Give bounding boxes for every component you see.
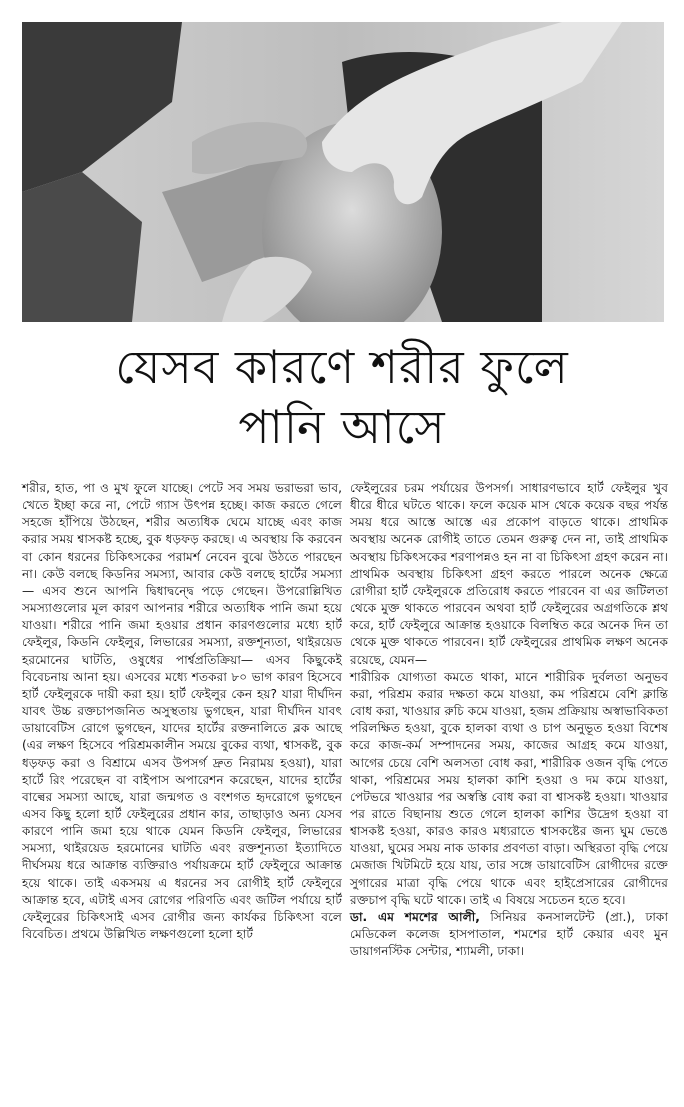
- author-byline: [350, 909, 668, 960]
- right-column: [350, 480, 668, 960]
- left-column-text: শরীর, হাত, পা ও মুখ ফুলে যাচ্ছে। পেটে সব সময় ভরাভরা ভাব, খেতে ইচ্ছা করে না, পেটে গ্যাস উৎপন্ন হচ্ছে। কাজ করতে গেলে সহজে হাঁপিয়ে উঠছেন, শরীর অত্যধিক ঘেমে যাচ্ছে এবং কাজ করার সময় শ্বাসকষ্ট হচ্ছে, বুক ধড়ফড় করছে। এ অবস্থায় কি করবেন বা কোন ধরনের চিকিৎসকের পরামর্শ নেবেন বুঝে উঠতে পারছেন না। কেউ বলছে কিডনির সমস্যা, আবার কেউ বলছে হার্টের সমস্যা— এসব শুনে আপনি দ্বিধাদ্বন্দ্বে পড়ে গেছেন। উপরোল্লিখিত সমস্যাগুলোর মূল কারণ আপনার শরীরে অত্যধিক পানি জমা হয়ে যাওয়া। শরীরে পানি জমা হওয়ার প্রধান কারণগুলোর মধ্যে হার্ট ফেইলুর, কিডনি ফেইলুর, লিভারের সমস্যা, রক্তশূন্যতা, থাইরয়েড হরমোনের ঘাটতি, ওষুধের পার্শ্বপ্রতিক্রিয়া— এসব কিছুকেই বিবেচনায় আনা হয়। এসবের মধ্যে শতকরা ৮০ ভাগ কারণ হিসেবে হার্ট ফেইলুরকে দায়ী করা হয়। হার্ট ফেইলুর কেন হয়? যারা দীর্ঘদিন যাবৎ উচ্চ রক্তচাপজনিত অসুস্থতায় ভুগছেন, যারা দীর্ঘদিন যাবৎ ডায়াবেটিস রোগে ভুগছেন, যাদের হার্টের রক্তনালিতে ব্লক আছে (এর লক্ষণ হিসেবে পরিশ্রমকালীন সময়ে বুকের ব্যথা, শ্বাসকষ্ট, বুক ধড়ফড় করা ও বিশ্রামে এসব উপসর্গ দ্রুত নিরাময় হওয়া), যারা হার্টে রিং পরেছেন বা বাইপাস অপারেশন করেছেন, যাদের হার্টের বাল্বের সমস্যা আছে, যারা জন্মগত ও বংশগত হৃদরোগে ভুগছেন এসব কিছু হলো হার্ট ফেইলুরের প্রধান কার, তাছাড়াও অন্য যেসব কারণে পানি জমা হয়ে থাকে যেমন কিডনি ফেইলুর, লিভারের সমস্যা, থাইরয়েড হরমোনের ঘাটতি এবং রক্তশূন্যতা ইত্যাদিতে দীর্ঘসময় ধরে আক্রান্ত ব্যক্তিরাও পর্যায়ক্রমে হার্ট ফেইলুরে আক্রান্ত হয়ে থাকে। তাই একসময় এ ধরনের সব রোগীই হার্ট ফেইলুরে আক্রান্ত হবে, এটাই এসব রোগের পরিণতি এবং জটিল পর্যায়ে হার্ট ফেইলুরের চিকিৎসাই এসব রোগীর জন্য কার্যকর চিকিৎসা বলে বিবেচিত। প্রথমে উল্লিখিত লক্ষণগুলো হলো হার্ট: [22, 481, 342, 942]
- headline-line-1: যেসব কারণে শরীর ফুলে: [115, 340, 569, 394]
- article-photo: [22, 22, 664, 322]
- right-column-paragraph-1: ফেইলুরের চরম পর্যায়ের উপসর্গ। সাধারণভাবে হার্ট ফেইলুর খুব ধীরে ধীরে ঘটতে থাকে। ফলে কয়েক মাস থেকে কয়েক বছর পর্যন্ত সময় ধরে আস্তে আস্তে এর প্রকোপ বাড়তে থাকে। প্রাথমিক অবস্থায় অনেক রোগীই তাতে তেমন গুরুত্ব দেন না, তাই প্রাথমিক অবস্থায় চিকিৎসকের শরণাপন্নও হন না বা চিকিৎসা গ্রহণ করেন না। প্রাথমিক অবস্থায় চিকিৎসা গ্রহণ করতে পারলে অনেক ক্ষেত্রে রোগীরা হার্ট ফেইলুরকে প্রতিরোধ করতে পারবেন বা এর জটিলতা থেকে মুক্ত থাকতে পারবেন অথবা হার্ট ফেইলুরের অগ্রগতিকে শ্লথ করে, হার্ট ফেইলুরে আক্রান্ত হওয়াকে বিলম্বিত করে অনেক দিন তা থেকে মুক্ত থাকতে পারবেন। হার্ট ফেইলুরের প্রাথমিক লক্ষণ অনেক রয়েছে, যেমন—: [350, 481, 668, 667]
- author-name: ডা. এম শমশের আলী,: [350, 909, 480, 924]
- right-column-paragraph-2: শারীরিক যোগ্যতা কমতে থাকা, মানে শারীরিক দুর্বলতা অনুভব করা, পরিশ্রম করার দক্ষতা কমে যাওয়া, কম পরিশ্রমে বেশি ক্লান্তি বোধ করা, খাওয়ার রুচি কমে যাওয়া, হজম প্রক্রিয়ায় অস্বাভাবিকতা পরিলক্ষিত হওয়া, বুকে হালকা ব্যথা ও চাপ অনুভূত হওয়া বিশেষ করে কাজ-কর্ম সম্পাদনের সময়, কাজের আগ্রহ কমে যাওয়া, আগের চেয়ে বেশি অলসতা বোধ করা, শারীরিক ওজন বৃদ্ধি পেতে থাকা, পরিশ্রমের সময় হালকা কাশি হওয়া ও দম কমে যাওয়া, পেটভরে খাওয়ার পর অস্বস্তি বোধ করা বা শ্বাসকষ্ট হওয়া। খাওয়ার পর রাতে বিছানায় শুতে গেলে হালকা কাশির উদ্রেগ হওয়া বা শ্বাসকষ্ট হওয়া, কারও কারও মধ্যরাতে শ্বাসকষ্টের জন্য ঘুম ভেঙে যাওয়া, ঘুমের সময় নাক ডাকার প্রবণতা বাড়া। অস্থিরতা বৃদ্ধি পেয়ে মেজাজ খিটমিটে হয়ে যায়, তার সঙ্গে ডায়াবেটিস রোগীদের রক্তে সুগারের মাত্রা বৃদ্ধি পেয়ে থাকে এবং হাইপ্রেসারের রোগীদের রক্তচাপ বৃদ্ধি ঘটে থাকে। তাই এ বিষয়ে সচেতন হতে হবে।: [350, 669, 668, 907]
- headline-line-2: পানি আসে: [238, 400, 446, 454]
- author-credit: সিনিয়র কনসালটেন্ট (প্রা.), ঢাকা মেডিকেল কলেজ হাসপাতাল, শমশের হার্ট কেয়ার এবং মুন ডায়াগনস্টিক সেন্টার, শ্যামলী, ঢাকা।: [350, 909, 668, 959]
- knee-photo-illustration: [22, 22, 664, 322]
- left-column: [22, 480, 342, 943]
